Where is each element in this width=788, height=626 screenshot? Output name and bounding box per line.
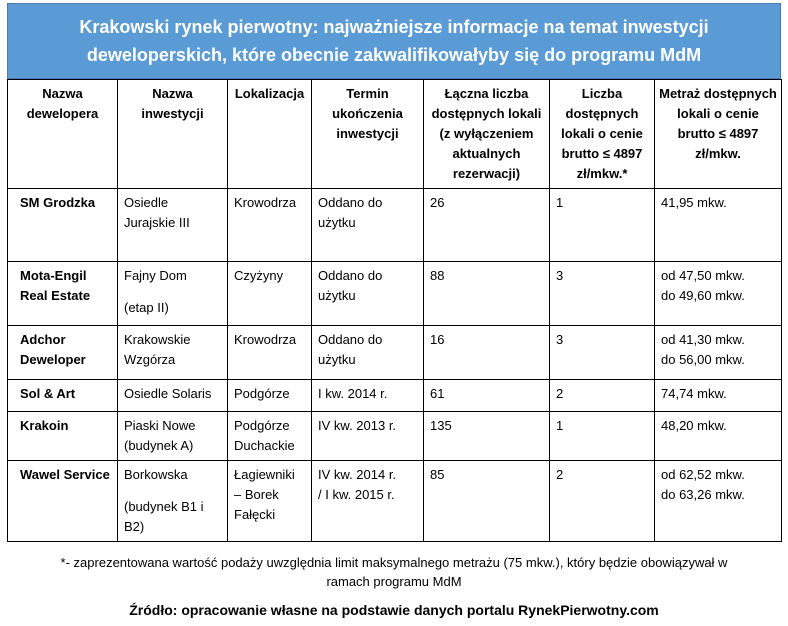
cell-line: Adchor bbox=[20, 332, 66, 347]
footnote-line-1: *- zaprezentowana wartość podaży uwzględnia limit maksymalnego metrażu (75 mkw.), który będzie obowiązywał w bbox=[60, 555, 728, 570]
infographic bbox=[7, 3, 781, 542]
table-row bbox=[8, 262, 782, 326]
cell-line: IV kw. 2014 r. bbox=[318, 467, 397, 482]
cell-line: Podgórze bbox=[234, 418, 290, 433]
cell-line: Wzgórza bbox=[124, 352, 176, 367]
cell-line: od 47,50 mkw. bbox=[661, 268, 745, 283]
cell-line: Czyżyny bbox=[234, 268, 284, 283]
cell-line: Jurajskie III bbox=[124, 215, 190, 230]
investments-table bbox=[7, 79, 782, 542]
cell-line: Krowodrza bbox=[234, 332, 297, 347]
cell-area bbox=[655, 461, 782, 542]
cell-developer bbox=[8, 380, 118, 412]
cell-total-units: 26 bbox=[424, 189, 550, 262]
cell-line: użytku bbox=[318, 352, 356, 367]
cell-location bbox=[228, 380, 312, 412]
cell-term bbox=[312, 412, 424, 461]
cell-line: użytku bbox=[318, 288, 356, 303]
cell-term bbox=[312, 262, 424, 326]
cell-line: użytku bbox=[318, 215, 356, 230]
cell-qualifying-units: 3 bbox=[550, 326, 655, 380]
cell-line: 41,95 mkw. bbox=[661, 195, 727, 210]
cell-line: Krakowskie bbox=[124, 332, 191, 347]
cell-line: Fajny Dom bbox=[124, 268, 187, 283]
cell-qualifying-units: 1 bbox=[550, 412, 655, 461]
table-row bbox=[8, 326, 782, 380]
cell-line: Osiedle bbox=[124, 195, 169, 210]
page-title bbox=[7, 3, 781, 79]
cell-developer bbox=[8, 412, 118, 461]
cell-investment bbox=[118, 380, 228, 412]
table-row bbox=[8, 461, 782, 542]
cell-line: Krowodrza bbox=[234, 195, 297, 210]
cell-qualifying-units: 2 bbox=[550, 380, 655, 412]
cell-area bbox=[655, 412, 782, 461]
cell-area bbox=[655, 326, 782, 380]
cell-line: Sol & Art bbox=[20, 386, 76, 401]
cell-line: Deweloper bbox=[20, 352, 86, 367]
footnote bbox=[0, 553, 788, 591]
table-row bbox=[8, 412, 782, 461]
title-line-1: Krakowski rynek pierwotny: najważniejsze informacje na temat inwestycji bbox=[79, 17, 709, 37]
cell-line: do 63,26 mkw. bbox=[661, 487, 745, 502]
cell-area bbox=[655, 262, 782, 326]
cell-line: / I kw. 2015 r. bbox=[318, 487, 395, 502]
cell-line: I kw. 2014 r. bbox=[318, 386, 388, 401]
cell-location bbox=[228, 461, 312, 542]
table-row bbox=[8, 189, 782, 262]
cell-total-units: 85 bbox=[424, 461, 550, 542]
cell-line: od 41,30 mkw. bbox=[661, 332, 745, 347]
cell-line: Łagiewniki bbox=[234, 467, 295, 482]
cell-developer bbox=[8, 262, 118, 326]
title-line-2: deweloperskich, które obecnie zakwalifikowałyby się do programu MdM bbox=[86, 45, 702, 65]
cell-line: IV kw. 2013 r. bbox=[318, 418, 397, 433]
cell-line: SM Grodzka bbox=[20, 195, 96, 210]
cell-total-units: 135 bbox=[424, 412, 550, 461]
cell-line: (budynek B1 i bbox=[124, 499, 204, 514]
cell-line: Duchackie bbox=[234, 438, 295, 453]
cell-line: Oddano do bbox=[318, 332, 383, 347]
cell-line: Wawel Service bbox=[20, 467, 110, 482]
cell-developer bbox=[8, 326, 118, 380]
cell-investment bbox=[118, 189, 228, 262]
cell-line: Fałęcki bbox=[234, 507, 276, 522]
header-term: Termin ukończenia inwestycji bbox=[312, 80, 424, 189]
cell-line: Mota-Engil bbox=[20, 268, 87, 283]
cell-location bbox=[228, 189, 312, 262]
cell-developer bbox=[8, 461, 118, 542]
header-investment: Nazwa inwestycji bbox=[118, 80, 228, 189]
cell-line: od 62,52 mkw. bbox=[661, 467, 745, 482]
cell-line bbox=[124, 286, 221, 298]
cell-total-units: 88 bbox=[424, 262, 550, 326]
cell-line: Osiedle Solaris bbox=[124, 386, 212, 401]
cell-investment bbox=[118, 262, 228, 326]
cell-line: (etap II) bbox=[124, 300, 169, 315]
cell-qualifying-units: 1 bbox=[550, 189, 655, 262]
cell-line: 48,20 mkw. bbox=[661, 418, 727, 433]
header-area: Metraż dostępnych lokali o cenie brutto ≤ 4897 zł/mkw. bbox=[655, 80, 782, 189]
cell-line: do 56,00 mkw. bbox=[661, 352, 745, 367]
cell-line: Podgórze bbox=[234, 386, 290, 401]
cell-term bbox=[312, 189, 424, 262]
cell-qualifying-units: 3 bbox=[550, 262, 655, 326]
cell-term bbox=[312, 380, 424, 412]
cell-line: Real Estate bbox=[20, 288, 91, 303]
cell-qualifying-units: 2 bbox=[550, 461, 655, 542]
cell-developer bbox=[8, 189, 118, 262]
table-row bbox=[8, 380, 782, 412]
cell-area bbox=[655, 380, 782, 412]
cell-location bbox=[228, 262, 312, 326]
cell-line: Oddano do bbox=[318, 195, 383, 210]
cell-line: 74,74 mkw. bbox=[661, 386, 727, 401]
cell-line: – Borek bbox=[234, 487, 279, 502]
cell-line: Borkowska bbox=[124, 467, 188, 482]
cell-line: do 49,60 mkw. bbox=[661, 288, 745, 303]
cell-investment bbox=[118, 326, 228, 380]
cell-term bbox=[312, 461, 424, 542]
header-developer: Nazwa dewelopera bbox=[8, 80, 118, 189]
cell-investment bbox=[118, 412, 228, 461]
header-location: Lokalizacja bbox=[228, 80, 312, 189]
cell-location bbox=[228, 412, 312, 461]
cell-location bbox=[228, 326, 312, 380]
cell-term bbox=[312, 326, 424, 380]
cell-line: Piaski Nowe bbox=[124, 418, 196, 433]
footnote-line-2: ramach programu MdM bbox=[326, 574, 462, 589]
cell-line: B2) bbox=[124, 519, 145, 534]
cell-investment bbox=[118, 461, 228, 542]
header-qualifying-units: Liczba dostępnych lokali o cenie brutto ≤ 4897 zł/mkw.* bbox=[550, 80, 655, 189]
cell-area bbox=[655, 189, 782, 262]
cell-total-units: 61 bbox=[424, 380, 550, 412]
cell-total-units: 16 bbox=[424, 326, 550, 380]
header-total-units: Łączna liczba dostępnych lokali (z wyłączeniem aktualnych rezerwacji) bbox=[424, 80, 550, 189]
table-header-row bbox=[8, 80, 782, 189]
source-note: Źródło: opracowanie własne na podstawie danych portalu RynekPierwotny.com bbox=[129, 602, 659, 618]
cell-line: Oddano do bbox=[318, 268, 383, 283]
cell-line bbox=[124, 485, 221, 497]
cell-line: (budynek A) bbox=[124, 438, 194, 453]
cell-line: Krakoin bbox=[20, 418, 69, 433]
